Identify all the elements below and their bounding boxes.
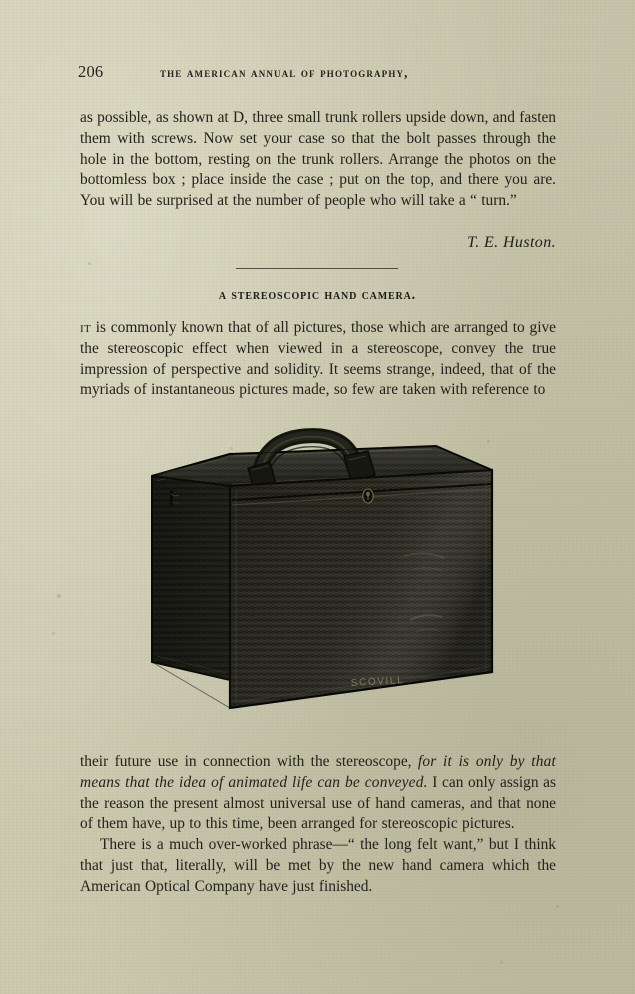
drop-lead-word: it bbox=[80, 319, 91, 336]
intro-text: is commonly known that of all pictures, those which are arranged to give the stereoscopic effect when viewed in a stereoscope, convey the true impression of perspective and solidity. It seems strange, indeed, that of the myriads of instantaneous pictures made, so few are taken with reference to bbox=[80, 319, 556, 399]
brand-mark: SCOVILL bbox=[350, 675, 405, 689]
camera-case-illustration bbox=[146, 424, 498, 724]
page-number: 206 bbox=[78, 62, 104, 81]
case-side-panel bbox=[152, 454, 230, 680]
running-title: the american annual of photography, bbox=[160, 65, 409, 80]
article-intro bbox=[80, 318, 556, 401]
paragraph bbox=[80, 318, 556, 401]
section-heading: a stereoscopic hand camera. bbox=[218, 287, 417, 303]
lock-keyhole-icon bbox=[363, 489, 373, 503]
running-head bbox=[78, 62, 558, 84]
article-continuation bbox=[80, 752, 556, 898]
paragraph: as possible, as shown at D, three small trunk rollers upside down, and fasten them with screws. Now set your case so that the bolt passes through the hole in the bottom, resting on the trunk rollers. Arrange the photos on the bottomless box ; place inside the case ; put on the top, and there you are. You will be surprised at the number of people who will take a “ turn.” bbox=[80, 109, 556, 210]
paragraph-final: There is a much over-worked phrase—“ the long felt want,” but I think that just that, literally, will be met by the new hand camera which the American Optical Company have just finished. bbox=[80, 836, 556, 895]
previous-article-body bbox=[80, 108, 556, 212]
section-divider bbox=[236, 268, 398, 269]
continuation-text-part2: I can only assign as the reason the present almost universal use of hand cameras, and that none of them have, up to this time, been arranged for stereoscopic pictures. bbox=[80, 773, 556, 833]
continuation-emphasis: for it is only by that means that the idea of animated life can be conveyed. bbox=[80, 753, 556, 791]
case-front-panel bbox=[230, 470, 492, 708]
continuation-text-part1: their future use in connection with the stereoscope, bbox=[80, 753, 418, 770]
author-signature: T. E. Huston. bbox=[467, 234, 556, 251]
paragraph bbox=[80, 752, 556, 835]
